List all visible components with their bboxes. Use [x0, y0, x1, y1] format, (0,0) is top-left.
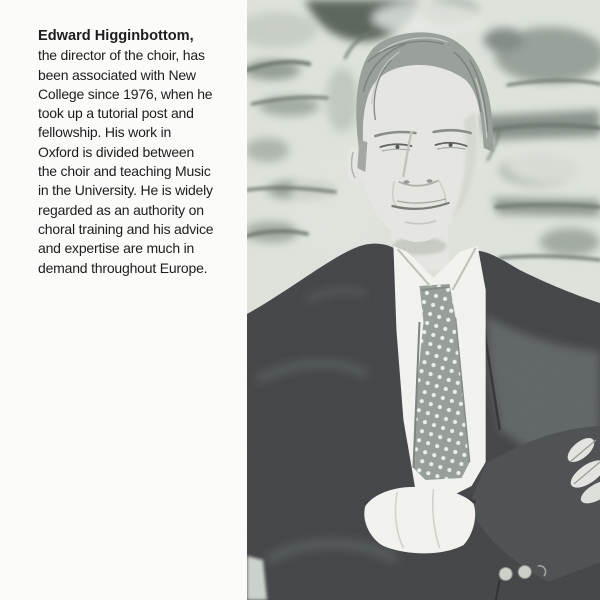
bio-line: been associated with New: [38, 66, 196, 83]
bio-line: demand throughout Europe.: [38, 259, 208, 276]
bio-line: and expertise are much in: [38, 240, 195, 257]
bio-line: the choir and teaching Music: [38, 163, 211, 180]
bio-line: took up a tutorial post and: [38, 105, 194, 122]
bio-line: Oxford is divided between: [38, 143, 195, 160]
bio-line: regarded as an authority on: [38, 201, 204, 218]
bio-line: fellowship. His work in: [38, 124, 172, 141]
biography-text: [38, 27, 250, 278]
bio-line: choral training and his advice: [38, 220, 214, 237]
bio-line: the director of the choir, has: [38, 47, 205, 64]
portrait-photo: [247, 0, 600, 600]
bio-line: in the University. He is widely: [38, 182, 213, 199]
photo-grain: [247, 0, 600, 600]
person-name: Edward Higginbottom,: [38, 28, 194, 44]
bio-line: College since 1976, when he: [38, 85, 213, 102]
